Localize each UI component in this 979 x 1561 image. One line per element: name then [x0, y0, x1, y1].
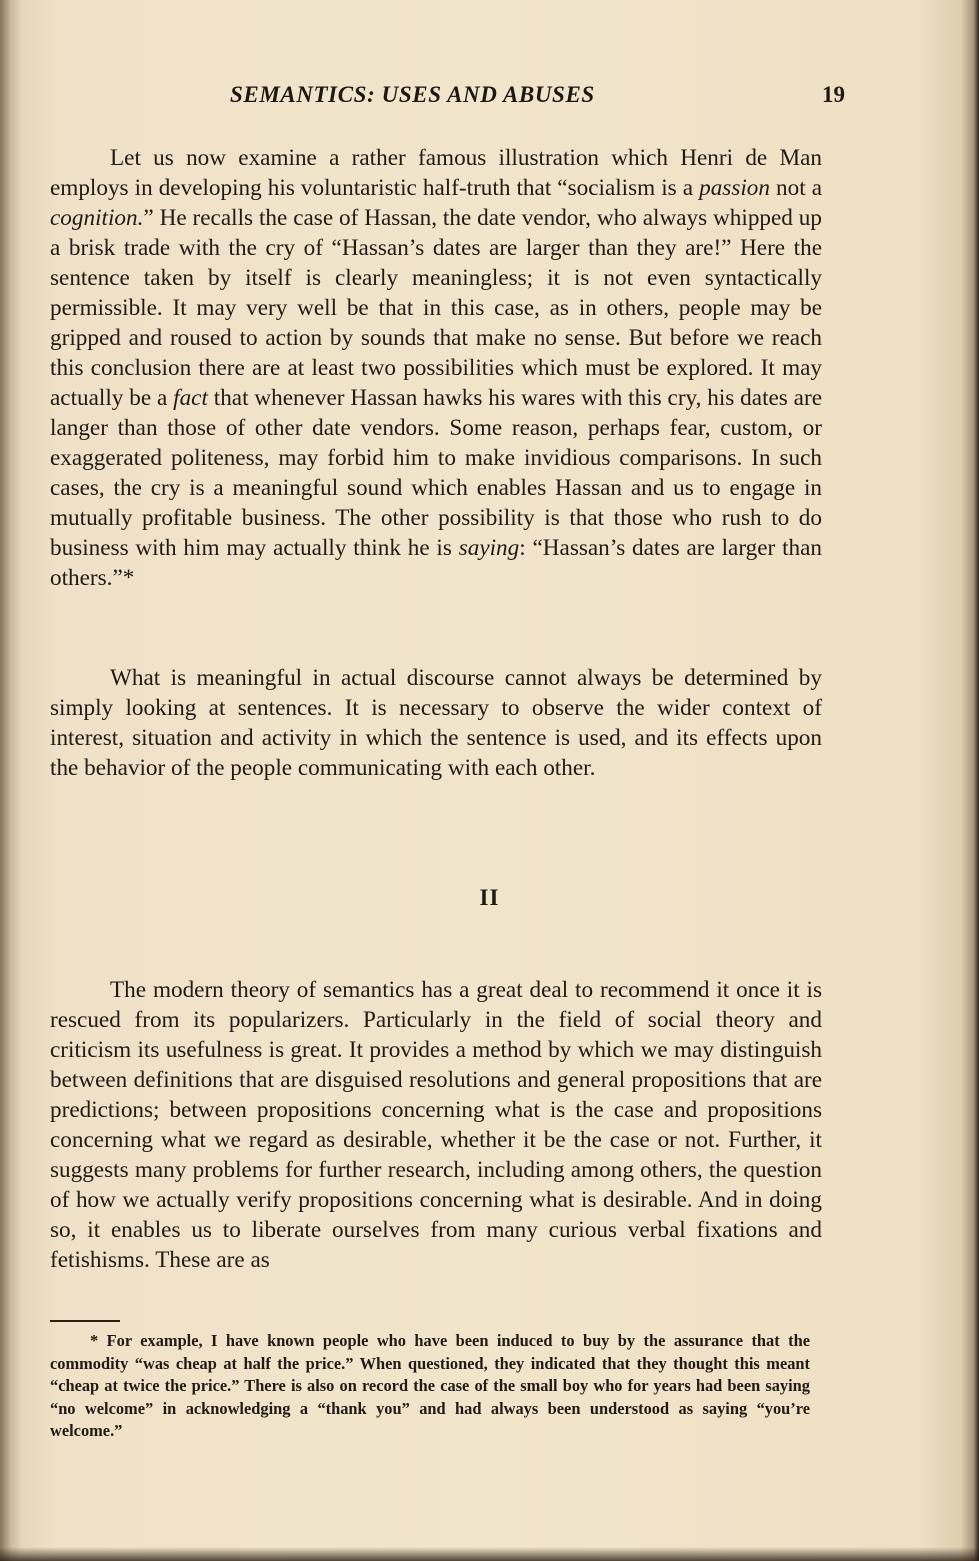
text-run: that whenever Hassan hawks his wares with this cry, his dates are langer than those of other date vendors. Some reason, perhaps fear, custom, or exaggerated politeness, may forbid him to make invidious comparisons. In such cases, the cry is a meaningful sound which enables Hassan and us to engage in mutually profitable business. The other possibility is that those who rush to do business with him may actually think he is [50, 385, 822, 561]
text-run: The modern theory of semantics has a great deal to recommend it once it is rescued from its popularizers. Particularly in the field of social theory and criticism its usefulness is great. It provides a method by which we may distinguish between definitions that are disguised resolutions and general propositions that are predictions; between propositions concerning what is the case and propositions concerning what we regard as desirable, whether it be the case or not. Further, it suggests many problems for further research, including among others, the question of how we actually verify propositions concerning what is desirable. And in doing so, it enables us to liberate ourselves from many curious verbal fixations and fetishisms. These are as [50, 977, 822, 1273]
body-paragraph-2 [50, 663, 822, 783]
page-edge-right [961, 0, 979, 1561]
italic-term: cognition. [50, 205, 144, 231]
spine-shadow [0, 0, 22, 1561]
text-run: : “Hassan’s dates are larger than others.”* [50, 535, 822, 591]
text-run: ” He recalls the case of Hassan, the date vendor, who always whipped up a brisk trade with the cry of “Hassan’s dates are larger than they are!” Here the sentence taken by itself is clearly meaningless; it is not even syntactically permissible. It may very well be that in this case, as in others, people may be gripped and roused to action by sounds that make no sense. But before we reach this conclusion there are at least two possibilities which must be explored. It may actually be a [50, 205, 822, 411]
text-run: not a [769, 175, 823, 201]
page-edge-bottom [0, 1547, 979, 1561]
italic-term: saying [458, 535, 520, 561]
body-paragraph-3 [50, 975, 822, 1275]
paragraph-text [50, 975, 822, 1275]
footnote: * For example, I have known people who have been induced to buy by the assurance that the commodity “was cheap at half the price.” When questioned, they indicated that they thought this meant “cheap at twice the price.” There is also on record the case of the small boy who for years had been saying “no welcome” in acknowledging a “thank you” and had always been understood as saying “you’re welcome.” [50, 1331, 810, 1440]
section-heading: II [479, 885, 500, 910]
text-run: Let us now examine a rather famous illustration which Henri de Man employs in developing his voluntaristic half-truth that “socialism is a [50, 145, 822, 201]
italic-term: fact [173, 385, 208, 411]
body-paragraph-1 [50, 143, 822, 593]
paragraph-text [50, 143, 822, 593]
text-run: What is meaningful in actual discourse cannot always be determined by simply looking at sentences. It is necessary to observe the wider context of interest, situation and activity in which the sentence is used, and its effects upon the behavior of the people communicating with each other. [50, 665, 822, 781]
footnote-divider [50, 1320, 120, 1322]
running-header-title: SEMANTICS: USES AND ABUSES [230, 82, 595, 107]
page-number: 19 [822, 82, 845, 107]
paragraph-text [50, 663, 822, 783]
italic-term: passion [699, 175, 770, 201]
running-header [230, 82, 845, 116]
